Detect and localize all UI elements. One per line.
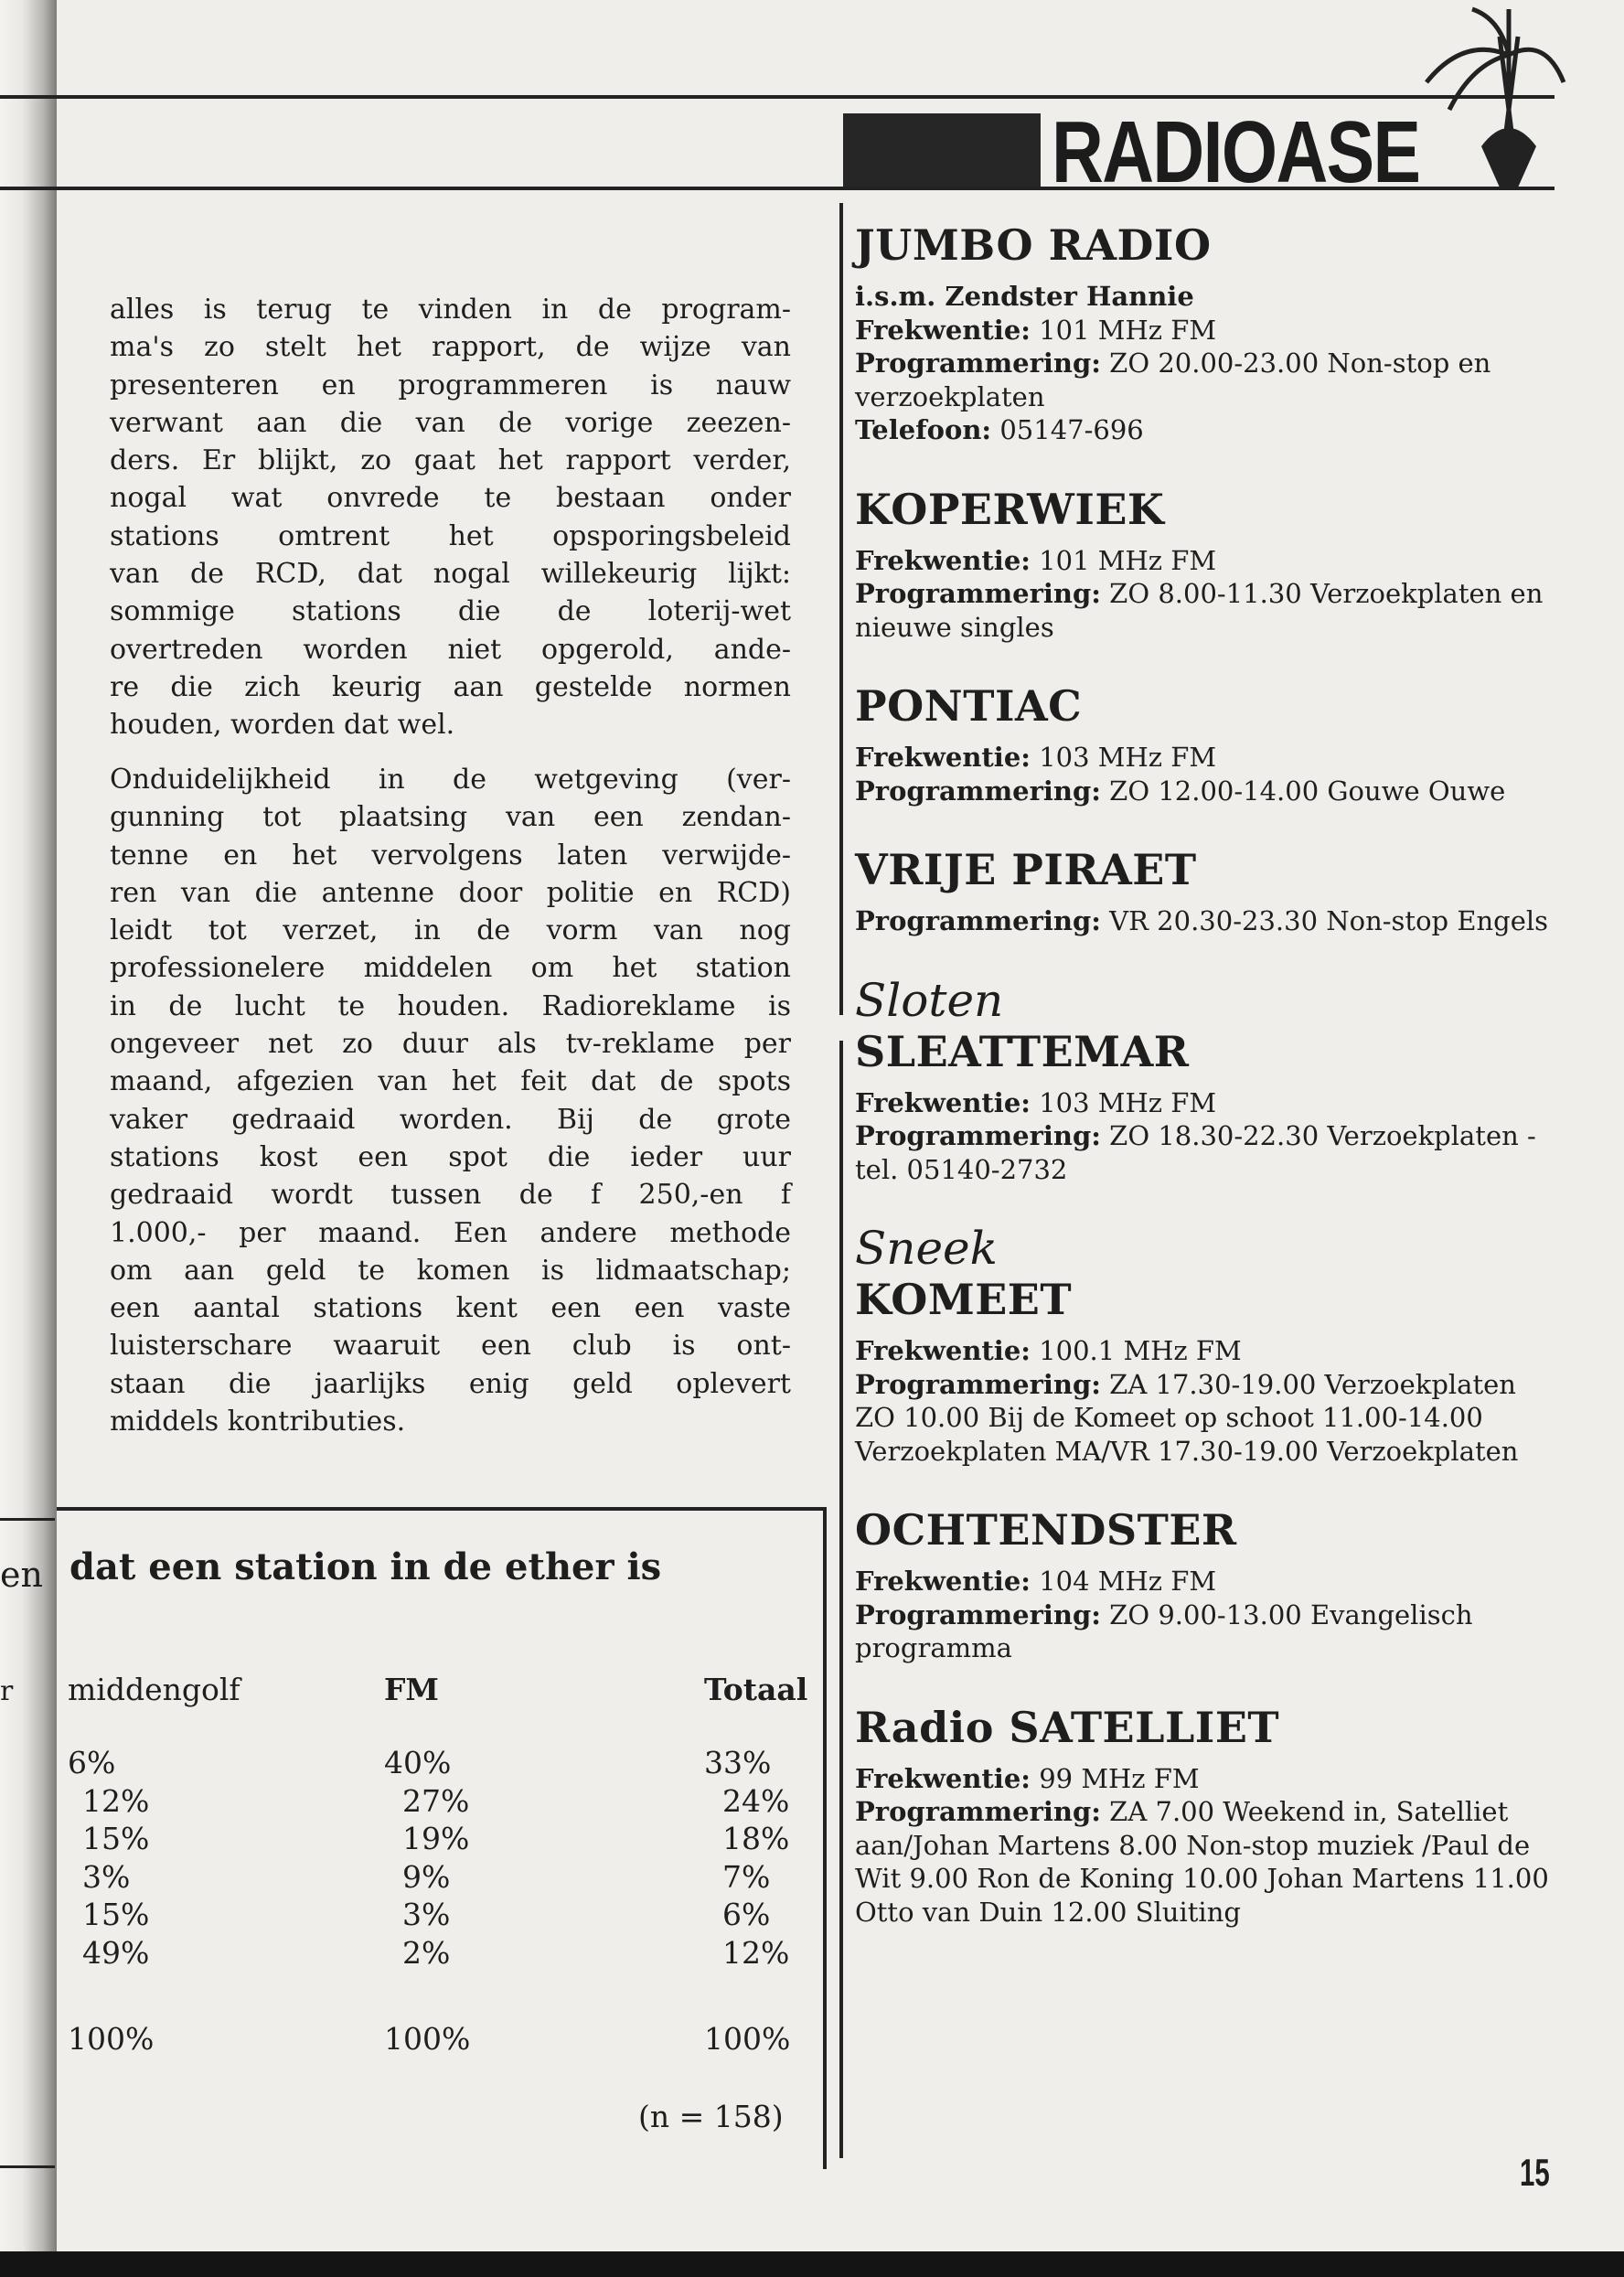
table-cell: 19% <box>402 1821 470 1856</box>
detail-label: Programmering: <box>855 1598 1101 1630</box>
article-line: sommige stations die de loterij-wet <box>110 595 791 628</box>
detail-value: ZA 7.00 Weekend in, Satelliet aan/Johan Martens 8.00 Non-stop muziek /Paul de Wit 9.00 Ron de Koning 10.00 Johan Martens 11.00 Otto van Duin 12.00 Sluiting <box>855 1796 1549 1928</box>
station-details <box>855 544 1550 645</box>
table-cell: 33% <box>704 1745 772 1780</box>
table-cell: 27% <box>402 1782 470 1819</box>
detail-label: Programmering: <box>855 1120 1101 1151</box>
table-cell: 6% <box>68 1745 116 1780</box>
article-line: Onduidelijkheid in de wetgeving (ver- <box>110 764 791 796</box>
station-name: Radio SATELLIET <box>855 1702 1280 1752</box>
table-cell: 12% <box>82 1782 150 1819</box>
station-detail-line <box>855 1795 1550 1929</box>
station-city: Sloten <box>855 973 1004 1027</box>
detail-value: 103 MHz FM <box>1030 742 1217 773</box>
station-entry <box>855 680 1550 807</box>
table-cell: 3% <box>402 1897 451 1932</box>
station-entry <box>855 1223 1550 1468</box>
article-line: re die zich keurig aan gestelde normen <box>110 670 791 703</box>
station-entry <box>855 484 1550 645</box>
binding-edge <box>0 0 57 2277</box>
station-detail-line <box>855 1368 1550 1469</box>
article-line: ongeveer net zo duur als tv-reklame per <box>110 1028 791 1061</box>
detail-label: Programmering: <box>855 905 1101 936</box>
detail-label: Frekwentie: <box>855 742 1031 773</box>
column-header-totaal: Totaal <box>704 1672 808 1707</box>
table-cell: 49% <box>82 1934 150 1971</box>
table-cell: 9% <box>402 1858 451 1895</box>
station-detail-line <box>855 314 1550 347</box>
article-line: verwant aan die van de vorige zeezen- <box>110 406 791 439</box>
station-details <box>855 1086 1550 1187</box>
station-name: OCHTENDSTER <box>855 1505 1237 1555</box>
station-entry <box>855 219 1550 447</box>
margin-rule-top <box>0 1518 55 1521</box>
scan-bottom-edge <box>0 2251 1624 2277</box>
station-details <box>855 1334 1550 1468</box>
detail-label: Programmering: <box>855 775 1101 807</box>
station-detail-line <box>855 1119 1550 1186</box>
article-line: gedraaid wordt tussen de f 250,-en f <box>110 1179 791 1212</box>
station-details <box>855 1762 1550 1930</box>
station-name: SLEATTEMAR <box>855 1026 1190 1076</box>
article-line: stations kost een spot die ieder uur <box>110 1140 791 1173</box>
masthead-title: RADIOASE <box>1052 103 1420 201</box>
column-header-middengolf: middengolf <box>68 1672 240 1707</box>
station-name: JUMBO RADIO <box>855 220 1212 270</box>
total-middengolf: 100% <box>68 2021 155 2057</box>
article-line: een aantal stations kent een een vaste <box>110 1292 791 1325</box>
article-line: ren van die antenne door politie en RCD) <box>110 876 791 909</box>
column-header-fm: FM <box>384 1672 439 1707</box>
article-line: maand, afgezien van het feit dat de spots <box>110 1065 791 1098</box>
station-detail-line <box>855 904 1550 938</box>
detail-label: Frekwentie: <box>855 314 1031 346</box>
table-cell: 40% <box>384 1745 452 1780</box>
article-line: nogal wat onvrede te bestaan onder <box>110 482 791 515</box>
detail-label: Programmering: <box>855 1368 1101 1400</box>
table-cell: 3% <box>82 1858 131 1895</box>
detail-value: ZA 17.30-19.00 Verzoekplaten ZO 10.00 Bij de Komeet op schoot 11.00-14.00 Verzoekplaten MA/VR 17.30-19.00 Verzoekplaten <box>855 1368 1519 1467</box>
station-listing <box>855 219 1550 1965</box>
table-cell: 24% <box>722 1782 790 1819</box>
article-line: 1.000,- per maand. Een andere methode <box>110 1216 791 1249</box>
detail-label: Frekwentie: <box>855 544 1031 576</box>
detail-value: i.s.m. Zendster Hannie <box>855 281 1194 312</box>
article-line: middels kontributies. <box>110 1406 406 1438</box>
station-details <box>855 1565 1550 1665</box>
table-cell: 15% <box>82 1821 150 1856</box>
page-number: 15 <box>1520 2151 1550 2194</box>
article-paragraph-1 <box>110 291 791 744</box>
detail-value: 99 MHz FM <box>1030 1762 1200 1794</box>
detail-label: Programmering: <box>855 347 1101 379</box>
station-detail-line <box>855 1598 1550 1665</box>
article-line: gunning tot plaatsing van een zendan- <box>110 801 791 834</box>
detail-value: ZO 9.00-13.00 Evangelisch programma <box>855 1598 1473 1663</box>
margin-text-fragment: r <box>0 1675 14 1707</box>
station-entry <box>855 1702 1550 1930</box>
column-divider-top <box>839 203 843 1015</box>
article-line: tenne en het vervolgens laten verwijde- <box>110 839 791 871</box>
station-detail-line <box>855 347 1550 413</box>
station-name: KOMEET <box>855 1275 1073 1324</box>
article-line: overtreden worden niet opgerold, ande- <box>110 633 791 666</box>
table-cell: 15% <box>82 1897 150 1932</box>
station-detail-line <box>855 775 1550 808</box>
column-divider-bottom <box>839 1041 843 2158</box>
station-city: Sneek <box>855 1222 998 1275</box>
station-detail-line <box>855 741 1550 775</box>
station-entry <box>855 1504 1550 1665</box>
article-line: alles is terug te vinden in de program- <box>110 294 791 326</box>
article-line: luisterschare waaruit een club is ont- <box>110 1330 791 1363</box>
total-totaal: 100% <box>704 2021 791 2057</box>
detail-value: 104 MHz FM <box>1030 1566 1217 1597</box>
article-line: van de RCD, dat nogal willekeurig lijkt: <box>110 558 791 591</box>
station-name: KOPERWIEK <box>855 484 1165 534</box>
detail-value: ZO 20.00-23.00 Non-stop en verzoekplaten <box>855 347 1491 412</box>
station-name: VRIJE PIRAET <box>855 845 1197 894</box>
station-name: PONTIAC <box>855 681 1083 731</box>
station-detail-line <box>855 413 1550 447</box>
article-line: staan die jaarlijks enig geld oplevert <box>110 1367 791 1400</box>
station-detail-line <box>855 1086 1550 1120</box>
detail-label: Telefoon: <box>855 414 992 445</box>
article-line: professionelere middelen om het station <box>110 952 791 985</box>
table-cell: 6% <box>722 1897 771 1932</box>
station-detail-line <box>855 544 1550 578</box>
masthead-top-rule <box>0 95 1555 99</box>
detail-value: 05147-696 <box>991 414 1144 445</box>
station-details <box>855 904 1550 938</box>
article-line: om aan geld te komen is lidmaatschap; <box>110 1254 791 1287</box>
article-line: stations omtrent het opsporingsbeleid <box>110 519 791 552</box>
station-detail-line <box>855 1762 1550 1796</box>
table-cell: 2% <box>402 1934 451 1971</box>
table-heading: dat een station in de ether is <box>69 1545 662 1588</box>
article-line: vaker gedraaid worden. Bij de grote <box>110 1103 791 1136</box>
article-line: leidt tot verzet, in de vorm van nog <box>110 914 791 947</box>
article-line: ma's zo stelt het rapport, de wijze van <box>110 331 791 364</box>
detail-label: Programmering: <box>855 1796 1101 1827</box>
detail-value: 101 MHz FM <box>1030 544 1217 576</box>
table-cell: 12% <box>722 1934 790 1971</box>
station-details <box>855 280 1550 447</box>
table-cell: 18% <box>722 1821 790 1856</box>
detail-value: 101 MHz FM <box>1030 314 1217 346</box>
station-entry <box>855 975 1550 1187</box>
detail-label: Frekwentie: <box>855 1762 1031 1794</box>
detail-label: Frekwentie: <box>855 1335 1031 1366</box>
station-details <box>855 741 1550 807</box>
masthead-black-block <box>843 113 1041 187</box>
station-detail-line <box>855 1565 1550 1598</box>
detail-label: Frekwentie: <box>855 1566 1031 1597</box>
detail-value: 100.1 MHz FM <box>1030 1335 1242 1366</box>
article-line: presenteren en programmeren is nauw <box>110 369 791 401</box>
margin-rule-bottom <box>0 2165 55 2168</box>
palm-antenna-logo-icon <box>1362 0 1582 192</box>
station-entry <box>855 844 1550 938</box>
detail-value: 103 MHz FM <box>1030 1086 1217 1118</box>
station-detail-line <box>855 1334 1550 1368</box>
detail-value: ZO 18.30-22.30 Verzoekplaten - tel. 05140-2732 <box>855 1120 1536 1185</box>
detail-value: VR 20.30-23.30 Non-stop Engels <box>1100 905 1549 936</box>
article-paragraph-2 <box>110 761 791 1440</box>
station-detail-line <box>855 577 1550 644</box>
article-line: in de lucht te houden. Radioreklame is <box>110 989 791 1022</box>
total-fm: 100% <box>384 2021 471 2057</box>
detail-value: ZO 12.00-14.00 Gouwe Ouwe <box>1100 775 1506 807</box>
detail-value: ZO 8.00-11.30 Verzoekplaten en nieuwe singles <box>855 578 1544 643</box>
detail-label: Programmering: <box>855 578 1101 609</box>
table-cell: 7% <box>722 1858 771 1895</box>
article-line: ders. Er blijkt, zo gaat het rapport verder, <box>110 444 791 477</box>
margin-text-fragment: en <box>0 1555 43 1595</box>
sample-size-note: (n = 158) <box>638 2099 784 2134</box>
detail-label: Frekwentie: <box>855 1086 1031 1118</box>
article-line: houden, worden dat wel. <box>110 709 455 742</box>
station-detail-line <box>855 280 1550 314</box>
